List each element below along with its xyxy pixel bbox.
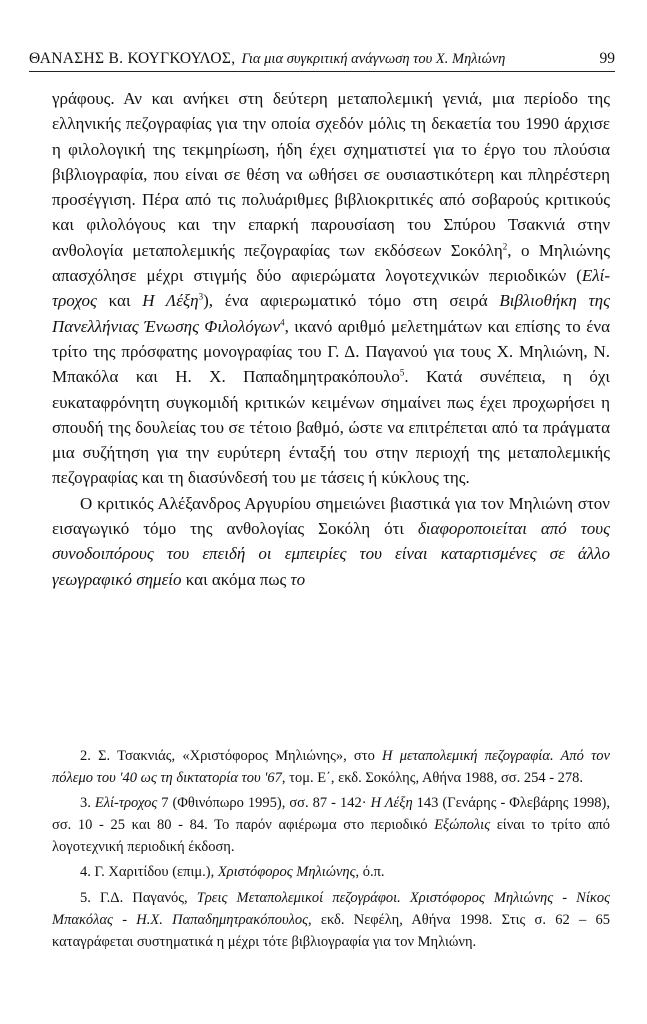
footnote-ref-2: 2	[502, 241, 508, 252]
fn2-text-1: 2. Σ. Τσακνιάς, «Χριστόφορος Μηλιώνης», στο	[80, 748, 383, 764]
fn5-text-2: , εκδ. Νεφέλη, Αθήνα 1998. Στις σ. 62 – 65 καταγράφεται συστηματικά η μέχρι τότε βιβλιογραφία για τον Μηλιώνη.	[52, 911, 610, 950]
p1-italic-series: Βιβλιοθήκη της Πανελλήνιας Ένωσης Φιλολόγων	[52, 291, 610, 336]
fn4-italic-title: Χριστόφορος Μηλιώνης	[217, 864, 356, 881]
main-text	[52, 86, 610, 592]
fn2-text-2: , τομ. Ε΄, εκδ. Σοκόλης, Αθήνα 1988, σσ. 254 - 278.	[281, 770, 584, 787]
p1-text-6: . Κατά συνέπεια, η όχι ευκαταφρόνητη συγκομιδή κριτικών κειμένων σημαίνει πως έχει προχωρήσει η σπουδή της δουλείας του σε τέτοιο βαθμό, ώστε να επιτρέπεται από τα πράγματα μια συζήτηση για την ευρύτερη ένταξή του στην περιοχή της μεταπολεμικής πεζογραφίας και τη διασύνδεσή του με τάσεις ή κύκλους της.	[52, 367, 610, 488]
page-number: 99	[599, 50, 615, 67]
p1-text-5: , ικανό αριθμό μελετημάτων και επίσης το ένα τρίτο της πρόσφατης μονογραφίας του Γ. Δ. Παγανού για τους Χ. Μηλιώνη, Ν. Μπακόλα και Η. Χ. Παπαδημητρακόπουλο	[52, 316, 611, 387]
running-head-title: Για μια συγκριτική ανάγνωση του Χ. Μηλιώνη	[241, 51, 506, 67]
p2-italic-quote: διαφοροποιείται από τους συνοδοιπόρους του επειδή οι εμπειρίες του είναι καταρτισμένες σε άλλο γεωγραφικό σημείο	[52, 519, 611, 589]
footnote-4	[52, 861, 610, 883]
footnote-5	[52, 887, 610, 953]
fn3-italic-elitrochos: Ελί-τροχος	[94, 795, 158, 812]
fn3-text-4: είναι το τρίτο από λογοτεχνική περιοδική έκδοση.	[52, 817, 610, 856]
fn5-italic-title: Τρεις Μεταπολεμικοί πεζογράφοι. Χριστόφορος Μηλιώνης - Νίκος Μπακόλας - Η.Χ. Παπαδημητρακόπουλος	[52, 889, 610, 928]
running-head-author: ΘΑΝΑΣΗΣ Β. ΚΟΥΓΚΟΥΛΟΣ,	[29, 50, 236, 67]
p2-italic-to: το	[290, 569, 306, 589]
p1-text-2: , ο Μηλιώνης απασχόλησε μέχρι στιγμής δύο αφιερώματα λογοτεχνικών περιοδικών (	[52, 240, 610, 286]
paragraph-2	[52, 491, 610, 592]
footnote-3	[52, 792, 610, 858]
fn5-text-1: 5. Γ.Δ. Παγανός,	[80, 889, 197, 906]
p1-text-1: γράφους. Αν και ανήκει στη δεύτερη μεταπολεμική γενιά, μια περίοδο της ελληνικής πεζογραφίας για την οποία σχεδόν μόλις τη δεκαετία του 1990 άρχισε η φιλολογική της τεκμηρίωση, ήδη έχει σχηματιστεί για το έργο του πλούσια βιβλιογραφία, που είναι σε θέση να ωθήσει σε ουσιαστικότερη και πληρέστερη προσέγγιση. Πέρα από τις πολυάριθμες βιβλιοκριτικές από σοβαρούς κριτικούς και φιλολόγους και την επαρκή παρουσίαση του Σπύρου Τσακνιά στην ανθολογία μεταπολεμικής πεζογραφίας των εκδόσεων Σοκόλη	[52, 89, 610, 260]
fn4-text-2: , ό.π.	[355, 864, 385, 881]
p1-italic-elitrochos: Ελί-τροχος	[52, 266, 610, 311]
footnote-ref-3: 3	[198, 291, 204, 302]
fn3-text-1: 3.	[80, 795, 95, 812]
p2-text-1: Ο κριτικός Αλέξανδρος Αργυρίου σημειώνει βιαστικά για τον Μηλιώνη στον εισαγωγικό τόμο της ανθολογίας Σοκόλη ότι	[52, 493, 610, 539]
footnotes	[52, 745, 610, 953]
header-rule	[29, 71, 615, 72]
footnote-2	[52, 745, 610, 789]
footnote-ref-4: 4	[280, 317, 285, 328]
p1-italic-i-lexi: Η Λέξη	[142, 291, 199, 311]
footnote-ref-5: 5	[399, 367, 405, 378]
fn3-text-2: 7 (Φθινόπωρο 1995), σσ. 87 - 142·	[157, 795, 371, 812]
fn2-italic-title: Η μεταπολεμική πεζογραφία. Από τον πόλεμο του '40 ως τη δικτατορία του '67	[52, 748, 610, 787]
fn4-text-1: 4. Γ. Χαριτίδου (επιμ.),	[80, 864, 218, 881]
running-head	[29, 50, 615, 68]
p1-text-4: ), ένα αφιερωματικό τόμο στη σειρά	[203, 291, 500, 311]
fn3-italic-exopolis: Εξώπολις	[434, 817, 491, 834]
fn3-italic-i-lexi: Η Λέξη	[370, 795, 413, 812]
p1-text-3: και	[96, 291, 143, 311]
paragraph-1	[52, 86, 610, 491]
p2-text-2: και ακόμα πως	[181, 569, 291, 589]
fn3-text-3: 143 (Γενάρης - Φλεβάρης 1998), σσ. 10 - 25 και 80 - 84. Το παρόν αφιέρωμα στο περιοδικό	[52, 795, 610, 834]
